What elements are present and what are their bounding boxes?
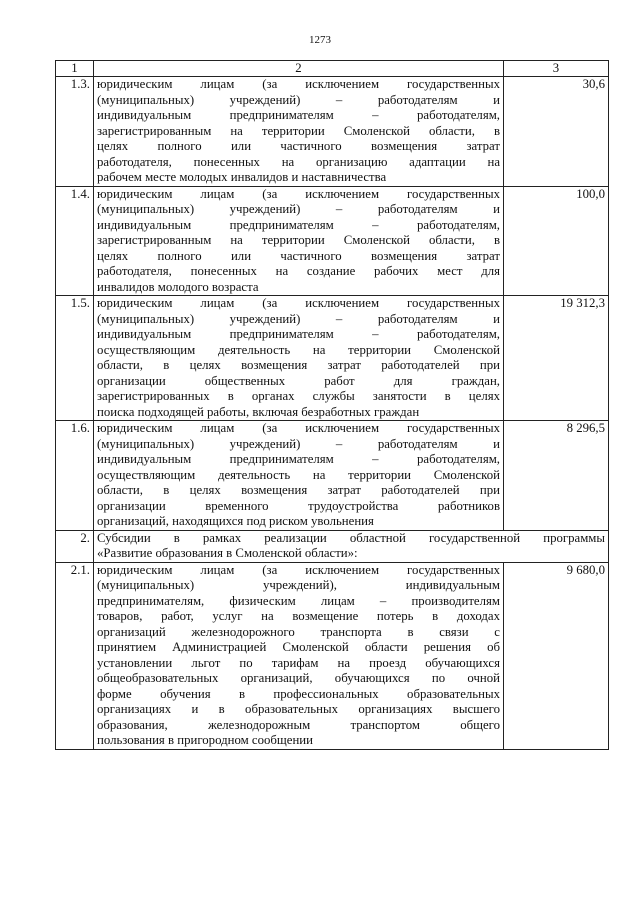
section-number: 2. [56, 530, 94, 562]
budget-table [55, 60, 609, 750]
text-line: пользования в пригородном сообщении [97, 733, 313, 747]
row-value: 100,0 [504, 186, 609, 296]
text-line: (муниципальных) учреждений) – работодателям и [97, 436, 500, 451]
text-line: (муниципальных) учреждений) – работодателям и [97, 311, 500, 326]
text-line: (муниципальных) учреждений), индивидуальным [97, 578, 500, 592]
row-description [94, 77, 504, 187]
text-line: зарегистрированным на территории Смоленской области, в [97, 123, 500, 138]
section-row [56, 530, 609, 562]
text-line: образования, железнодорожным транспортом общего [97, 717, 500, 732]
row-number: 1.4. [56, 186, 94, 296]
text-line: юридическим лицам (за исключением государственных [97, 77, 500, 91]
text-line: индивидуальным предпринимателям – работодателям, [97, 327, 500, 341]
row-number: 1.5. [56, 296, 94, 421]
text-line: индивидуальным предпринимателям – работодателям, [97, 217, 500, 232]
text-line: «Развитие образования в Смоленской области»: [97, 546, 358, 560]
header-col-2: 2 [94, 61, 504, 77]
text-line: юридическим лицам (за исключением государственных [97, 186, 500, 201]
table-row [56, 562, 609, 749]
row-number: 1.3. [56, 77, 94, 187]
text-line: (муниципальных) учреждений) – работодателям и [97, 92, 500, 107]
row-description [94, 421, 504, 531]
page-number: 1273 [309, 34, 331, 46]
text-line: общеобразовательных организаций, обучающихся по очной [97, 671, 500, 685]
text-line: зарегистрированным на территории Смоленской области, в [97, 233, 500, 247]
header-row [56, 61, 609, 77]
text-line: форме обучения в профессиональных образовательных [97, 686, 500, 701]
text-line: рабочем месте молодых инвалидов и наставничества [97, 170, 387, 184]
row-description [94, 296, 504, 421]
text-line: индивидуальным предпринимателям – работодателям, [97, 452, 500, 466]
text-line: юридическим лицам (за исключением государственных [97, 296, 500, 310]
text-line: юридическим лицам (за исключением государственных [97, 421, 500, 435]
text-line: Субсидии в рамках реализации областной государственной программы [97, 530, 605, 545]
text-line: принятием Администрацией Смоленской области решения об [97, 640, 500, 654]
text-line: организации временного трудоустройства работников [97, 498, 500, 513]
text-line: организаций, находящихся под риском увольнения [97, 514, 374, 528]
row-number: 2.1. [56, 562, 94, 749]
text-line: индивидуальным предпринимателям – работодателям, [97, 108, 500, 122]
table-row [56, 186, 609, 296]
text-line: осуществляющим деятельность на территории Смоленской [97, 342, 500, 357]
text-line: установлении льгот по тарифам на проезд обучающихся [97, 655, 500, 670]
table-row [56, 77, 609, 187]
row-description [94, 562, 504, 749]
text-line: целях полного или частичного возмещения затрат [97, 248, 500, 263]
text-line: работодателя, понесенных на создание рабочих мест для [97, 264, 500, 278]
text-line: целях полного или частичного возмещения затрат [97, 139, 500, 153]
section-title [94, 530, 609, 562]
header-col-3: 3 [504, 61, 609, 77]
table-row [56, 421, 609, 531]
text-line: (муниципальных) учреждений) – работодателям и [97, 202, 500, 216]
header-col-1: 1 [56, 61, 94, 77]
row-value: 19 312,3 [504, 296, 609, 421]
text-line: организации общественных работ для граждан, [97, 373, 500, 388]
text-line: осуществляющим деятельность на территории Смоленской [97, 467, 500, 482]
table-row [56, 296, 609, 421]
text-line: предпринимателям, физическим лицам – производителям [97, 593, 500, 608]
text-line: организаций железнодорожного транспорта в связи с [97, 624, 500, 639]
row-value: 30,6 [504, 77, 609, 187]
text-line: юридическим лицам (за исключением государственных [97, 562, 500, 577]
text-line: области, в целях возмещения затрат работодателей при [97, 483, 500, 497]
text-line: поиска подходящей работы, включая безработных граждан [97, 404, 420, 419]
text-line: товаров, работ, услуг на возмещение потерь в доходах [97, 609, 500, 623]
text-line: работодателя, понесенных на организацию адаптации на [97, 154, 500, 169]
text-line: организациях и в образовательных организациях высшего [97, 702, 500, 716]
text-line: зарегистрированных в органах службы занятости в целях [97, 389, 500, 403]
text-line: области, в целях возмещения затрат работодателей при [97, 358, 500, 372]
row-number: 1.6. [56, 421, 94, 531]
row-value: 8 296,5 [504, 421, 609, 531]
text-line: инвалидов молодого возраста [97, 279, 259, 294]
row-value: 9 680,0 [504, 562, 609, 749]
row-description [94, 186, 504, 296]
